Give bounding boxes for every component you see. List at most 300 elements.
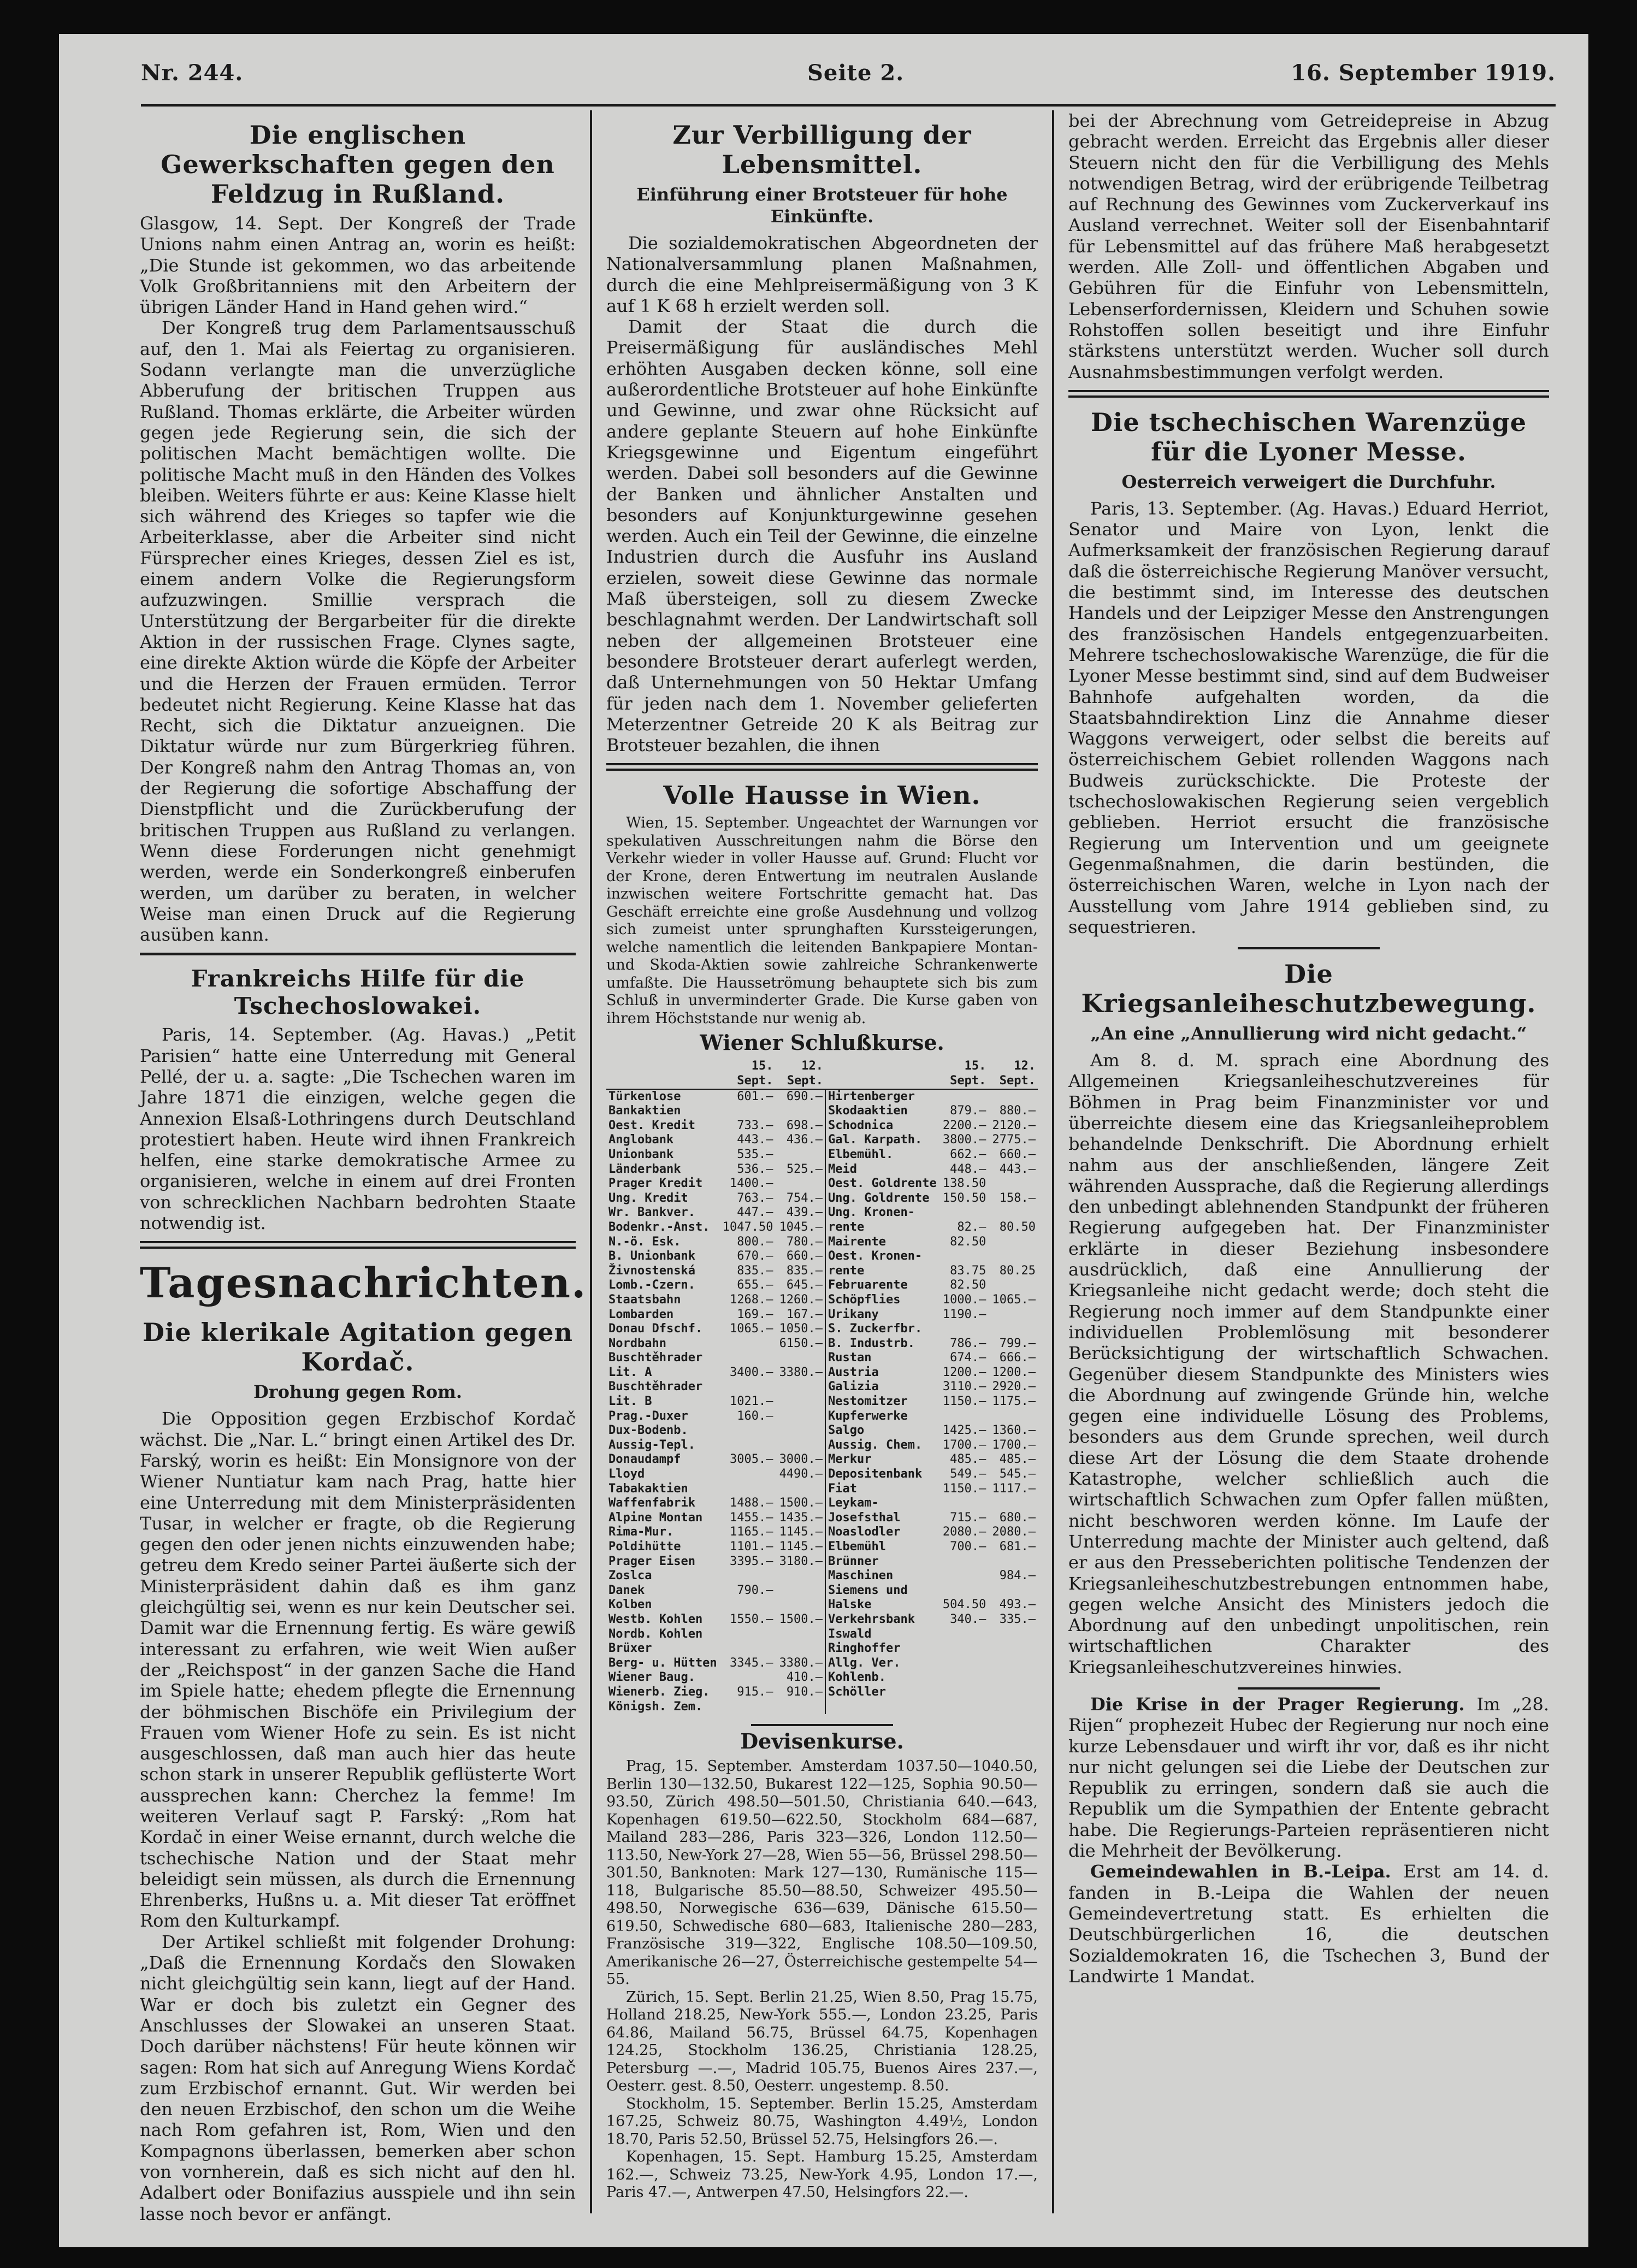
table-row [606, 1249, 1038, 1264]
article-lead: Gemeindewahlen in B.-Leipa. [1090, 1861, 1391, 1882]
quote-sep12: 3380.— [779, 1365, 823, 1379]
quote-sep12 [776, 1395, 826, 1409]
section-rule [1068, 390, 1549, 398]
quote-sep12 [988, 1627, 1038, 1642]
quote-sep12: 984.— [999, 1569, 1036, 1583]
quote-sep15: 879.— [950, 1104, 986, 1118]
security-name: Allg. Ver. [825, 1656, 939, 1671]
article-paragraph: Paris, 13. September. (Ag. Havas.) Eduard Herriot, Senator und Maire von Lyon, lenkt die Aufmerksamkeit der französischen Regierung darauf daß die österreichische Regierung Manöver versucht, die bestimmt sind, im Interesse des deutschen Handels und der Leipziger Messe den Anstrengungen des französischen Handels entgegenzuarbeiten. Mehrere tschechoslowakische Warenzüge, die für die Lyoner Messe bestimmt sind, sind auf dem Budweiser Bahnhofe aufgehalten worden, da die Staatsbahndirektion Linz die Annahme dieser Waggons verweigert, oder selbst die bereits auf österreichischem Gebiet rollenden Waggons nach Budweis zurückschickte. Die Proteste der tschechoslowakischen Regierung seien vergeblich geblieben. Herriot ersucht die französische Regierung um Intervention und um geeignete Gegenmaßnahmen, die darin bestünden, die österreichischen Waren, welche in Lyon nach der Ausstellung vom Jahre 1914 geblieben sind, zu sequestrieren. [1068, 498, 1549, 937]
article-text: Im „28. Rijen“ prophezeit Hubec der Regierung nur noch eine kurze Lebensdauer und wirft ihr vor, daß es ihr nicht nur nicht gelungen sei die Liebe der Deutschen zur Republik zu erringen, sondern daß sie auch die Republik um die Sympathien der Entente gebracht habe. Die Regierungs-Parteien repräsentieren nicht die Mehrheit der Bevölkerung. [1068, 1694, 1549, 1862]
article-paragraph: Der Artikel schließt mit folgender Drohung: „Daß die Ernennung Kordačs den Slowaken nicht gleichgültig sein kann, liegt auf der Hand. War er doch bis zuletzt ein Gegner des Anschlusses der Slowakei an unseren Staat. Doch darüber nächstens! Für heute können wir sagen: Rom hat sich auf Anregung Wiens Kordač zum Erzbischof ernannt. Gut. Wir werden bei den neuen Erzbischof, den schon um die Weihe nach Rom gefahren ist, Rom, Wien und den Kompagnons überlassen, bemerken aber schon von vornherein, daß es sich nicht auf den hl. Adalbert oder Bonifazius ausspiele und ihn sein lasse noch bevor er anfängt. [140, 1931, 576, 2224]
quote-sep15: 1488.— [730, 1496, 773, 1510]
table-row [606, 1584, 1038, 1598]
security-name: Leykam- [825, 1496, 939, 1511]
quote-sep15 [719, 1438, 776, 1453]
table-row [606, 1627, 1038, 1642]
quote-sep12: 2080.— [992, 1525, 1036, 1539]
quote-sep12: 690.— [786, 1089, 823, 1103]
quote-sep15 [939, 1700, 989, 1715]
quote-sep15: 1700.— [942, 1438, 986, 1452]
security-name: Skodaaktien [825, 1104, 939, 1119]
table-row [606, 1162, 1038, 1177]
quote-sep15: 655.— [737, 1278, 773, 1292]
security-name: Siemens und [825, 1584, 939, 1598]
quote-sep12 [988, 1496, 1038, 1511]
security-name: Brüxer [608, 1641, 652, 1656]
quote-sep12: 1050.— [779, 1322, 823, 1336]
security-name: Merkur [825, 1452, 939, 1467]
quote-sep15: 447.— [737, 1206, 773, 1220]
quote-sep15 [939, 1496, 989, 1511]
quote-sep15: 3005.— [730, 1452, 773, 1467]
security-name: Lombarden [608, 1307, 674, 1321]
article-paragraph: Glasgow, 14. Sept. Der Kongreß der Trade Unions nahm einen Antrag an, worin es heißt: „Die Stunde ist gekommen, wo das arbeitende Volk Großbritanniens mit den Arbeitern der übrigen Länder Hand in Hand gehen wird.“ [140, 213, 576, 318]
quote-sep12 [988, 1670, 1038, 1685]
quote-sep12: 1145.— [779, 1525, 823, 1539]
security-name: Prager Kredit [608, 1177, 703, 1191]
quote-sep15: 1400.— [730, 1177, 773, 1191]
quote-sep12: 1045.— [779, 1220, 823, 1234]
article-paragraph: Prag, 15. September. Amsterdam 1037.50—1040.50, Berlin 130—132.50, Bukarest 122—125, Sophia 90.50—93.50, Zürich 498.50—501.50, Christiania 640.—643, Kopenhagen 619.50—622.50, Stockholm 684—687, Mailand 283—286, Paris 323—326, London 112.50—113.50, New-York 27—28, Wien 55—56, Brüssel 298.50—301.50, Banknoten: Mark 127—130, Rumänische 115—118, Bulgarische 85.50—88.50, Schweizer 495.50—498.50, Norwegische 636—639, Dänische 615.50—619.50, Schwedische 680—683, Italienische 280—283, Französische 319—322, Englische 108.50—109.50, Amerikanische 26—27, Österreichische gestempelte 54—55. [606, 1758, 1038, 1988]
article-paragraph: Die sozialdemokratischen Abgeordneten der Nationalversammlung planen Maßnahmen, durch die eine Mehlpreisermäßigung von 3 K auf 1 K 68 h erzielt werden soll. [606, 233, 1038, 316]
table-row [606, 1235, 1038, 1250]
quote-sep15: 1268.— [730, 1292, 773, 1307]
quote-sep12 [776, 1438, 826, 1453]
quote-sep15: 1101.— [730, 1540, 773, 1554]
security-name: Ung. Kronen- [825, 1206, 939, 1220]
quote-sep12 [988, 1641, 1038, 1656]
quote-sep15: 1150.— [942, 1481, 986, 1496]
quote-sep12: 660.— [786, 1249, 823, 1263]
section-rule [140, 953, 576, 955]
quote-sep12: 835.— [786, 1263, 823, 1278]
column-1 [140, 110, 587, 2224]
quote-sep15: 915.— [737, 1685, 773, 1699]
quote-sep15: 535.— [737, 1147, 773, 1161]
quote-sep15: 790.— [737, 1583, 773, 1597]
security-name: Verkehrsbank [825, 1613, 939, 1627]
security-name: Lloyd [608, 1467, 645, 1481]
security-name: Nordbahn [608, 1336, 666, 1350]
quote-sep15: 340.— [950, 1612, 986, 1626]
security-name: Poldihütte [608, 1540, 681, 1554]
article-text: Erst am 14. d. fanden in B.-Leipa die Wahlen der neuen Gemeindevertretung statt. Es erhielten die Deutschbürgerlichen 16, die deutschen Sozialdemokraten 16, die Tschechen 3, Bund der Landwirte 1 Mandat. [1068, 1861, 1550, 1987]
table-row [606, 1670, 1038, 1685]
quote-sep15: 2080.— [942, 1525, 986, 1539]
table-row [606, 1220, 1038, 1235]
issue-number: Nr. 244. [141, 60, 244, 86]
security-name: Elbemühl [825, 1540, 939, 1555]
security-name: Königsh. Zem. [608, 1699, 703, 1714]
quote-sep12: 439.— [786, 1206, 823, 1220]
security-name: Buschtěhrader [608, 1380, 703, 1394]
article-paragraph: Kopenhagen, 15. Sept. Hamburg 15.25, Amsterdam 162.—, Schweiz 73.25, New-York 4.95, London 17.—, Paris 47.—, Antwerpen 47.50, Helsingfors 22.—. [606, 2148, 1038, 2201]
column-header [825, 1059, 939, 1089]
quote-sep15 [939, 1555, 989, 1569]
security-name: Fiat [825, 1482, 939, 1497]
security-name: Noaslodler [825, 1525, 939, 1540]
article-paragraph: Zürich, 15. Sept. Berlin 21.25, Wien 8.50, Prag 15.75, Holland 218.25, New-York 555.—, London 23.25, Paris 64.86, Mailand 56.75, Brüssel 64.75, Kopenhagen 124.25, Stockholm 136.25, Christiania 128.25, Petersburg —.—, Madrid 105.75, Buenos Aires 237.—, Oesterr. gest. 8.50, Oesterr. ungestemp. 8.50. [606, 1988, 1038, 2095]
quote-sep15: 169.— [737, 1307, 773, 1321]
quote-sep12 [776, 1569, 826, 1584]
masthead-rule [141, 104, 1556, 107]
article-paragraph: bei der Abrechnung vom Getreidepreise in Abzug gebracht werden. Erreicht das Ergebnis aller dieser Steuern nicht den für die Verbilligung des Mehls notwendigen Betrag, wird der erübrigende Teilbetrag auf Rechnung des Gewinnes vom Zuckerverkauf ins Ausland verrechnet. Weiter soll der Eisenbahntarif für Lebensmittel auf das frühere Maß herabgesetzt werden. Alle Zoll- und öffentlichen Abgaben und Gebühren für die Einfuhr von Lebensmitteln, Lebenserfordernissen, Kleidern und Schuhen sowie Rohstoffen sollen beseitigt und ihre Einfuhr stärkstens unterstützt werden. Wucher soll durch Ausnahmsbestimmungen verfolgt werden. [1068, 110, 1549, 382]
quote-sep12: 167.— [786, 1307, 823, 1321]
article-paragraph [1068, 1861, 1549, 1987]
table-row [606, 1177, 1038, 1191]
quote-sep15 [719, 1467, 776, 1482]
quote-sep12: 525.— [786, 1162, 823, 1176]
table-row [606, 1569, 1038, 1584]
quote-sep15: 601.— [737, 1089, 773, 1103]
table-row [606, 1104, 1038, 1119]
table-row [606, 1089, 1038, 1105]
table-row [606, 1540, 1038, 1555]
table-row [606, 1351, 1038, 1366]
quote-sep15 [719, 1351, 776, 1366]
security-name: Wiener Baug. [608, 1670, 695, 1685]
stock-quotes-body [606, 1089, 1038, 1715]
quote-sep12: 1260.— [779, 1292, 823, 1307]
quote-sep12: 2920.— [992, 1380, 1036, 1394]
quote-sep15: 549.— [950, 1467, 986, 1481]
security-name: Staatsbahn [608, 1292, 681, 1307]
quote-sep15: 1000.— [942, 1292, 986, 1307]
quote-sep12: 799.— [999, 1336, 1036, 1350]
security-name: B. Industrb. [825, 1337, 939, 1351]
security-name: Tabakaktien [608, 1481, 688, 1496]
quote-sep15: 674.— [950, 1351, 986, 1365]
quote-sep15: 1047.50 [722, 1220, 773, 1234]
table-row [606, 1148, 1038, 1162]
table-row [606, 1308, 1038, 1322]
quote-sep12: 780.— [786, 1235, 823, 1249]
quote-sep12 [776, 1598, 826, 1613]
quote-sep12: 1500.— [779, 1612, 823, 1626]
table-row [606, 1613, 1038, 1627]
quote-sep15 [939, 1641, 989, 1656]
quote-sep12: 3000.— [779, 1452, 823, 1467]
quote-sep15 [719, 1641, 776, 1656]
security-name: Ringhoffer [825, 1641, 939, 1656]
quote-sep15: 485.— [950, 1452, 986, 1467]
quote-sep12 [988, 1206, 1038, 1220]
quote-sep12: 443.— [999, 1162, 1036, 1176]
article-headline: Volle Hausse in Wien. [663, 781, 981, 811]
security-name [825, 1700, 939, 1715]
column-header: 15. Sept. [719, 1059, 776, 1089]
column-header: 12. Sept. [776, 1059, 826, 1089]
security-name: rente [825, 1220, 939, 1235]
quote-sep12: 1175.— [992, 1395, 1036, 1409]
security-name: Anglobank [608, 1133, 674, 1147]
security-name: N.-ö. Esk. [608, 1235, 681, 1249]
quote-sep12 [988, 1177, 1038, 1191]
quote-sep15: 835.— [737, 1263, 773, 1278]
quote-sep12: 698.— [786, 1118, 823, 1132]
masthead [141, 56, 1556, 99]
security-name: Živnostenská [608, 1263, 695, 1278]
security-name: Rustan [825, 1351, 939, 1366]
table-row [606, 1656, 1038, 1671]
quote-sep15: 3345.— [730, 1656, 773, 1670]
quote-sep12: 436.— [786, 1133, 823, 1147]
quote-sep12: 1117.— [992, 1481, 1036, 1496]
security-name: Brünner [825, 1555, 939, 1569]
security-name: Nestomitzer [825, 1395, 939, 1409]
security-name: Mairente [825, 1235, 939, 1250]
table-row [606, 1278, 1038, 1293]
security-name: Danek [608, 1583, 645, 1597]
security-name: Alpine Montan [608, 1510, 703, 1525]
quote-sep15 [719, 1380, 776, 1395]
table-row [606, 1264, 1038, 1279]
table-row [606, 1598, 1038, 1613]
table-row [606, 1337, 1038, 1351]
table-row [606, 1424, 1038, 1438]
security-name: Aussig. Chem. [825, 1438, 939, 1453]
security-name: Galizia [825, 1380, 939, 1395]
quote-sep12: 1200.— [992, 1365, 1036, 1379]
quote-sep15: 1190.— [942, 1307, 986, 1321]
security-name: Donau Dfschf. [608, 1322, 703, 1336]
table-row [606, 1293, 1038, 1308]
table-row [606, 1482, 1038, 1497]
quote-sep12 [776, 1409, 826, 1424]
security-name: Depositenbank [825, 1467, 939, 1482]
quote-sep12 [988, 1278, 1038, 1293]
section-rule [1238, 947, 1380, 949]
table-row [606, 1366, 1038, 1380]
security-name: Hirtenberger [825, 1089, 939, 1105]
table-title: Wiener Schlußkurse. [700, 1030, 944, 1055]
quote-sep15: 138.50 [942, 1177, 986, 1191]
quote-sep12 [776, 1641, 826, 1656]
quote-sep15: 3110.— [942, 1380, 986, 1394]
quote-sep12: 910.— [786, 1685, 823, 1699]
quote-sep12: 2120.— [992, 1118, 1036, 1132]
quote-sep12: 666.— [999, 1351, 1036, 1365]
quote-sep12: 660.— [999, 1147, 1036, 1161]
newspaper-page [59, 34, 1588, 2247]
quote-sep12: 3180.— [779, 1554, 823, 1568]
quote-sep12: 80.25 [999, 1263, 1036, 1278]
quote-sep15: 443.— [737, 1133, 773, 1147]
quote-sep15: 3400.— [730, 1365, 773, 1379]
security-name: Oest. Kronen- [825, 1249, 939, 1264]
article-paragraph: Paris, 14. September. (Ag. Havas.) „Petit Parisien“ hatte eine Unterredung mit General Pellé, der u. a. sagte: „Die Tschechen waren im Jahre 1871 die einzigen, welche gegen die Annexion Elsaß-Lothringens durch Deutschland protestiert haben. Heute wird ihnen Frankreich helfen, eine starke demokratische Armee zu organisieren, welche in einem auf drei Fronten von schrecklichen Nachbarn bedrohten Staate notwendig ist. [140, 1024, 576, 1234]
article-paragraph: Wien, 15. September. Ungeachtet der Warnungen vor spekulativen Ausschreitungen nahm die Börse den Verkehr wieder in voller Hausse auf. Grund: Flucht vor der Krone, deren Entwertung im neutralen Auslande inzwischen weitere Fortschritte gemacht hat. Das Geschäft erreichte eine große Ausdehnung und vollzog sich zumeist unter sprunghaften Kurssteigerungen, welche namentlich die leitenden Bankpapiere Montan- und Skoda-Aktien sowie zahlreiche Schrankenwerte umfaßte. Die Haussetrömung behauptete sich bis zum Schluß in unverminderter Grade. Die Kurse gaben von ihrem Höchststande nur wenig ab. [606, 814, 1038, 1027]
quote-sep12 [776, 1482, 826, 1497]
security-name: S. Zuckerfbr. [825, 1322, 939, 1337]
table-row [606, 1511, 1038, 1526]
quote-sep15: 1455.— [730, 1510, 773, 1525]
quote-sep15: 786.— [950, 1336, 986, 1350]
security-name: Wr. Bankver. [608, 1206, 695, 1220]
quote-sep12 [776, 1700, 826, 1715]
article-headline: Die tschechischen Warenzüge für die Lyoner Messe. [1091, 407, 1527, 466]
quote-sep15 [939, 1206, 989, 1220]
security-name: Schodnica [825, 1119, 939, 1133]
quote-sep12: 158.— [999, 1191, 1036, 1205]
quote-sep12 [988, 1685, 1038, 1700]
column-header: 12. Sept. [988, 1059, 1038, 1089]
security-name: Josefsthal [825, 1511, 939, 1526]
quote-sep12: 485.— [999, 1452, 1036, 1467]
quote-sep12: 335.— [999, 1612, 1036, 1626]
quote-sep15: 1165.— [730, 1525, 773, 1539]
security-name: Lit. B [608, 1395, 652, 1409]
security-name: Länderbank [608, 1162, 681, 1176]
table-row [606, 1685, 1038, 1700]
quote-sep15 [719, 1670, 776, 1685]
quote-sep15 [719, 1598, 776, 1613]
security-name: Elbemühl. [825, 1148, 939, 1162]
table-header-row [606, 1059, 1038, 1089]
quote-sep15: 83.75 [950, 1263, 986, 1278]
column-divider [590, 110, 592, 2213]
quote-sep12: 645.— [786, 1278, 823, 1292]
quote-sep12 [776, 1104, 826, 1119]
article-paragraph: Am 8. d. M. sprach eine Abordnung des Allgemeinen Kriegsanleiheschutzvereines für Böhmen in Prag beim Finanzminister vor und überreichte diesem eine das Kriegsanleiheproblem behandelnde Denkschrift. Die Abordnung erhielt nahm aus der anschließenden, längere Zeit währenden Aussprache, daß die Regierung allerdings den unbedingt ablehnenden Standpunkt der früheren Regierung aufgegeben hat. Der Finanzminister erklärte in dieser Beziehung insbesondere ausdrücklich, daß eine Annullierung der Kriegsanleihe nicht gedacht werde; doch steht die Regierung noch immer auf dem Standpunkte einer individuellen Problemlösung mit besonderer Berücksichtigung der wirtschaftlich Schwachen. Gegenüber diesem Standpunkte des Ministers wies die Abordnung auf zwingende Gründe hin, welche gegen eine individuelle Lösung des Problems, besonders aus dem Grunde sprechen, weil durch diese Art der Lösung die dem Staate drohende Katastrophe, welcher schließlich auch die wirtschaftlich Schwachen zum Opfer fallen müßten, nicht beschworen werden könne. Im Laufe der Unterredung machte der Minister auch geltend, daß er aus den Presseberichten politische Tendenzen der Kriegsanleiheschutzbestrebungen entnommen habe, gegen welche Ansicht des Ministers jedoch die Abordnung auf den unbedingt unpolitischen, rein wirtschaftlichen Charakter des Kriegsanleiheschutzvereines hinwies. [1068, 1050, 1549, 1678]
table-row [606, 1395, 1038, 1409]
column-2 [606, 110, 1038, 2213]
security-name: Westb. Kohlen [608, 1612, 703, 1626]
quote-sep12 [776, 1351, 826, 1366]
security-name: Prager Eisen [608, 1554, 695, 1568]
security-name: Donaudampf [608, 1452, 681, 1467]
quote-sep12 [776, 1148, 826, 1162]
quote-sep15 [719, 1482, 776, 1497]
quote-sep15: 504.50 [942, 1598, 986, 1612]
table-row [606, 1467, 1038, 1482]
security-name: Kohlenb. [825, 1670, 939, 1685]
quote-sep15 [719, 1104, 776, 1119]
quote-sep15: 662.— [950, 1147, 986, 1161]
security-name: Meid [825, 1162, 939, 1177]
article-paragraph: Damit der Staat die durch die Preisermäßigung für ausländisches Mehl erhöhten Ausgaben decken könne, soll eine außerordentliche Brotsteuer auf hohe Einkünfte und Gewinne, und zwar ohne Rücksicht auf andere geplante Steuern auf hohe Einkünfte Kriegsgewinne und Eigentum eingeführt werden. Dabei soll besonders auf die Gewinne der Banken und ähnlicher Anstalten und besonders auf Konjunkturgewinne gesehen werden. Auch ein Teil der Gewinne, die einzelne Industrien durch die Ausfuhr ins Ausland erzielen, soweit diese Gewinne das normale Maß übersteigen, soll zu diesem Zwecke beschlagnahmt werden. Der Landwirtschaft soll neben der allgemeinen Brotsteuer eine besondere Brotsteuer derart auferlegt werden, daß Unternehmungen von 50 Hektar Umfang für jeden nach dem 1. November gelieferten Meterzentner Getreide 20 K als Beitrag zur Brotsteuer bezahlen, die ihnen [606, 316, 1038, 756]
table-row [606, 1452, 1038, 1467]
table-row [606, 1496, 1038, 1511]
article-headline: Die englischen Gewerkschaften gegen den Feldzug in Rußland. [161, 120, 555, 209]
quote-sep12: 4490.— [779, 1467, 823, 1481]
security-name: Waffenfabrik [608, 1496, 695, 1510]
quote-sep12 [988, 1249, 1038, 1264]
quote-sep15 [939, 1670, 989, 1685]
security-name: Urikany [825, 1308, 939, 1322]
quote-sep15: 82.50 [950, 1278, 986, 1292]
article-headline: Zur Verbilligung der Lebensmittel. [672, 120, 972, 179]
quote-sep12 [776, 1424, 826, 1438]
quote-sep15: 536.— [737, 1162, 773, 1176]
security-name: Kupferwerke [825, 1409, 939, 1424]
security-name: Wienerb. Zieg. [608, 1685, 710, 1699]
section-rule [1238, 1687, 1380, 1690]
security-name: Zoslca [608, 1569, 652, 1583]
quote-sep15: 3800.— [942, 1133, 986, 1147]
quote-sep12 [988, 1656, 1038, 1671]
quote-sep12: 1145.— [779, 1540, 823, 1554]
quote-sep15: 1150.— [942, 1395, 986, 1409]
article-headline: Die klerikale Agitation gegen Kordač. [143, 1318, 573, 1377]
article-subheadline: „An eine „Annullierung wird nicht gedacht.“ [1090, 1023, 1527, 1044]
quote-sep15: 82.— [957, 1220, 986, 1234]
quote-sep12: 1700.— [992, 1438, 1036, 1452]
quote-sep15: 1021.— [730, 1395, 773, 1409]
quote-sep15: 3395.— [730, 1554, 773, 1568]
security-name: Kolben [608, 1598, 652, 1612]
table-row [606, 1133, 1038, 1148]
column-3 [1068, 110, 1549, 2213]
quote-sep15 [939, 1627, 989, 1642]
security-name: Aussig-Tepl. [608, 1438, 695, 1452]
quote-sep15 [719, 1700, 776, 1715]
security-name: Ung. Goldrente [825, 1191, 939, 1206]
article-paragraph: Die Opposition gegen Erzbischof Kordač wächst. Die „Nar. L.“ bringt einen Artikel des Dr. Farský, worin es heißt: Ein Monsignore von der Wiener Nuntiatur kam nach Prag, hatte hier eine Unterredung mit dem Ministerpräsidenten Tusar, in welcher er fragte, ob die Regierung gegen den oder jenen nichts einzuwenden habe; getreu dem Kredo seiner Partei äußerte sich der Ministerpräsident dahin daß es ihm ganz gleichgültig sei, wenn es nur kein Deutscher sei. Damit war die Ernennung fertig. Es wäre gewiß interessant zu erfahren, wie weit Wien außer der „Reichspost“ in der ganzen Sache die Hand im Spiele hatte; ehedem pflegte die Ernennung der böhmischen Bischöfe ein Privilegium der Frauen vom Wiener Hofe zu sein. Es ist nicht ausgeschlossen, daß man auch hier das heute schon stark in unserer Republik geflüsterte Wort aussprechen kann: Cherchez la femme! Im weiteren Verlauf sagt P. Farský: „Rom hat Kordač in einer Weise ernannt, durch welche die tschechische Nation und der Staat mehr beleidigt sein müssen, als durch die Ernennung Ehrenberks, Hußns u. a. Mit dieser Tat eröffnet Rom den Kulturkampf. [140, 1408, 576, 1932]
column-header: 15. Sept. [939, 1059, 989, 1089]
quote-sep15: 448.— [950, 1162, 986, 1176]
quote-sep15 [719, 1424, 776, 1438]
quote-sep15 [939, 1409, 989, 1424]
security-name: Unionbank [608, 1147, 674, 1161]
security-name: Buschtěhrader [608, 1351, 703, 1365]
quote-sep12: 1435.— [779, 1510, 823, 1525]
quote-sep15 [719, 1627, 776, 1642]
security-name: Lomb.-Czern. [608, 1278, 695, 1292]
quote-sep12 [988, 1235, 1038, 1250]
quote-sep15 [939, 1569, 989, 1584]
quote-sep12: 1360.— [992, 1424, 1036, 1438]
security-name: Ung. Kredit [608, 1191, 688, 1205]
security-name: B. Unionbank [608, 1249, 695, 1263]
security-name: Gal. Karpath. [825, 1133, 939, 1148]
security-name: Maschinen [825, 1569, 939, 1584]
security-name: Halske [825, 1598, 939, 1613]
security-name: Lit. A [608, 1365, 652, 1379]
table-row [606, 1409, 1038, 1424]
table-row [606, 1525, 1038, 1540]
quote-sep15: 715.— [950, 1510, 986, 1525]
security-name: Prag.-Duxer [608, 1409, 688, 1423]
quote-sep15: 1065.— [730, 1322, 773, 1336]
quote-sep12: 3380.— [779, 1656, 823, 1670]
quote-sep12 [988, 1308, 1038, 1322]
security-name: Iswald [825, 1627, 939, 1642]
quote-sep15: 150.50 [942, 1191, 986, 1205]
quote-sep15 [719, 1337, 776, 1351]
article-paragraph: Stockholm, 15. September. Berlin 15.25, Amsterdam 167.25, Schweiz 80.75, Washington 4.49½, London 18.70, Paris 52.50, Brüssel 52.75, Helsingfors 26.—. [606, 2095, 1038, 2148]
quote-sep12: 1065.— [992, 1292, 1036, 1307]
quote-sep15 [939, 1656, 989, 1671]
security-name: Oest. Goldrente [825, 1177, 939, 1191]
security-name: Berg- u. Hütten [608, 1656, 717, 1670]
page-number: Seite 2. [807, 60, 905, 86]
quote-sep12 [776, 1627, 826, 1642]
quote-sep15: 763.— [737, 1191, 773, 1205]
quote-sep15: 670.— [737, 1249, 773, 1263]
quote-sep15 [939, 1249, 989, 1264]
quote-sep12 [988, 1409, 1038, 1424]
security-name: Oest. Kredit [608, 1118, 695, 1132]
quote-sep12: 6150.— [779, 1336, 823, 1350]
quote-sep15: 1550.— [730, 1612, 773, 1626]
quote-sep15: 82.50 [950, 1235, 986, 1249]
security-name: Bankaktien [608, 1104, 681, 1118]
security-name: Türkenlose [608, 1089, 681, 1103]
quote-sep12: 1500.— [779, 1496, 823, 1510]
column-divider [1052, 110, 1054, 2213]
table-title: Devisenkurse. [740, 1729, 904, 1754]
